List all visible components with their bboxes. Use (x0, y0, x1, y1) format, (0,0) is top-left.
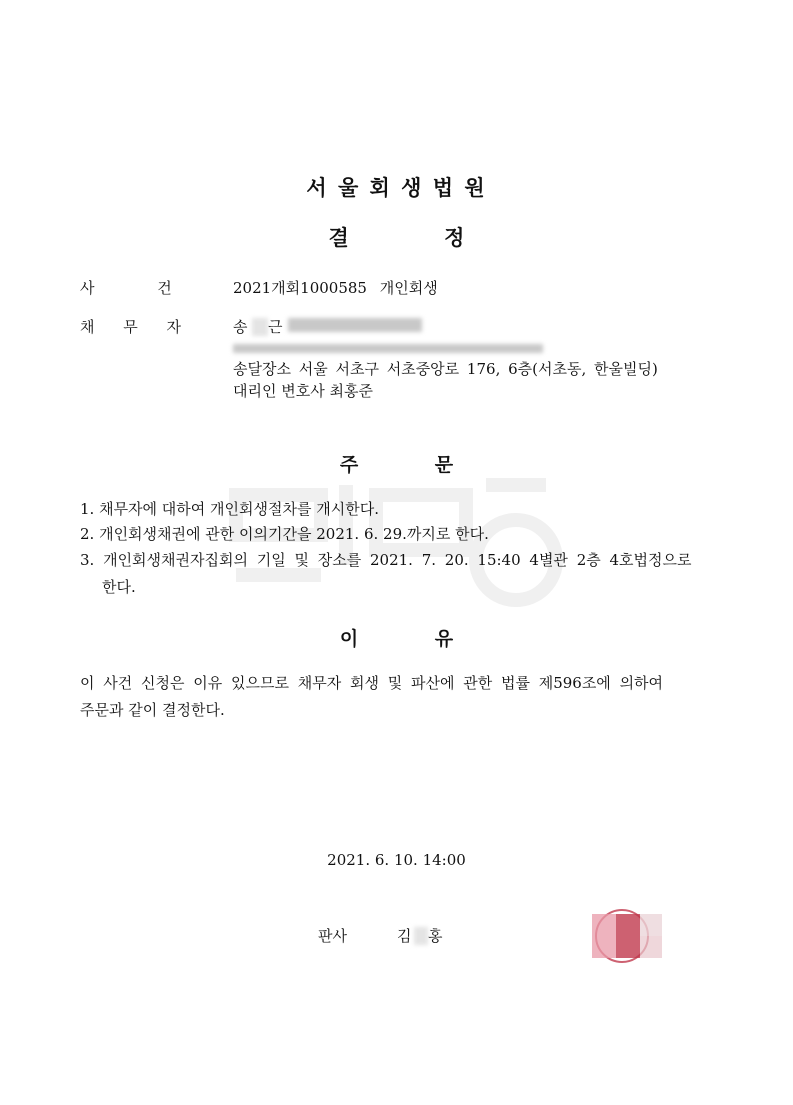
order-item-3: 3. 개인회생채권자집회의 기일 및 장소를 2021. 7. 20. 15:40 4별관 2층 4호법정으로 (80, 551, 692, 569)
judge-name-first: 김 (397, 927, 412, 945)
order-item-2: 2. 개인회생채권에 관한 이의기간을 2021. 6. 29.까지로 한다. (80, 525, 489, 543)
judge-label: 판사 (318, 927, 347, 945)
case-value: 2021개회1000585 개인회생 (233, 279, 438, 297)
redaction-name (252, 318, 268, 336)
redaction-judge-name (414, 927, 428, 945)
judge-name-last: 홍 (428, 927, 443, 945)
case-label: 사 건 (80, 279, 172, 297)
agent: 대리인 변호사 최홍준 (233, 382, 373, 400)
order-item-1: 1. 채무자에 대하여 개인회생절차를 개시한다. (80, 500, 379, 518)
service-place: 송달장소 서울 서초구 서초중앙로 176, 6층(서초동, 한울빌딩) (233, 360, 658, 378)
court-name: 서 울 회 생 법 원 (306, 176, 487, 200)
order-heading: 주 문 (339, 454, 454, 476)
reason-heading: 이 유 (339, 628, 454, 650)
decision-date: 2021. 6. 10. 14:00 (327, 851, 466, 869)
reason-line-2: 주문과 같이 결정한다. (80, 701, 225, 719)
document-title: 결 정 (328, 226, 465, 250)
debtor-name-last: 근 (268, 318, 283, 336)
redaction-address (233, 344, 543, 353)
order-item-3-cont: 한다. (102, 578, 136, 596)
debtor-name-first: 송 (233, 318, 248, 336)
reason-line-1: 이 사건 신청은 이유 있으므로 채무자 회생 및 파산에 관한 법률 제596조에 의하여 (80, 674, 664, 692)
redaction-id-number (288, 318, 422, 332)
debtor-label: 채 무 자 (80, 318, 182, 336)
court-seal-icon (592, 906, 662, 966)
